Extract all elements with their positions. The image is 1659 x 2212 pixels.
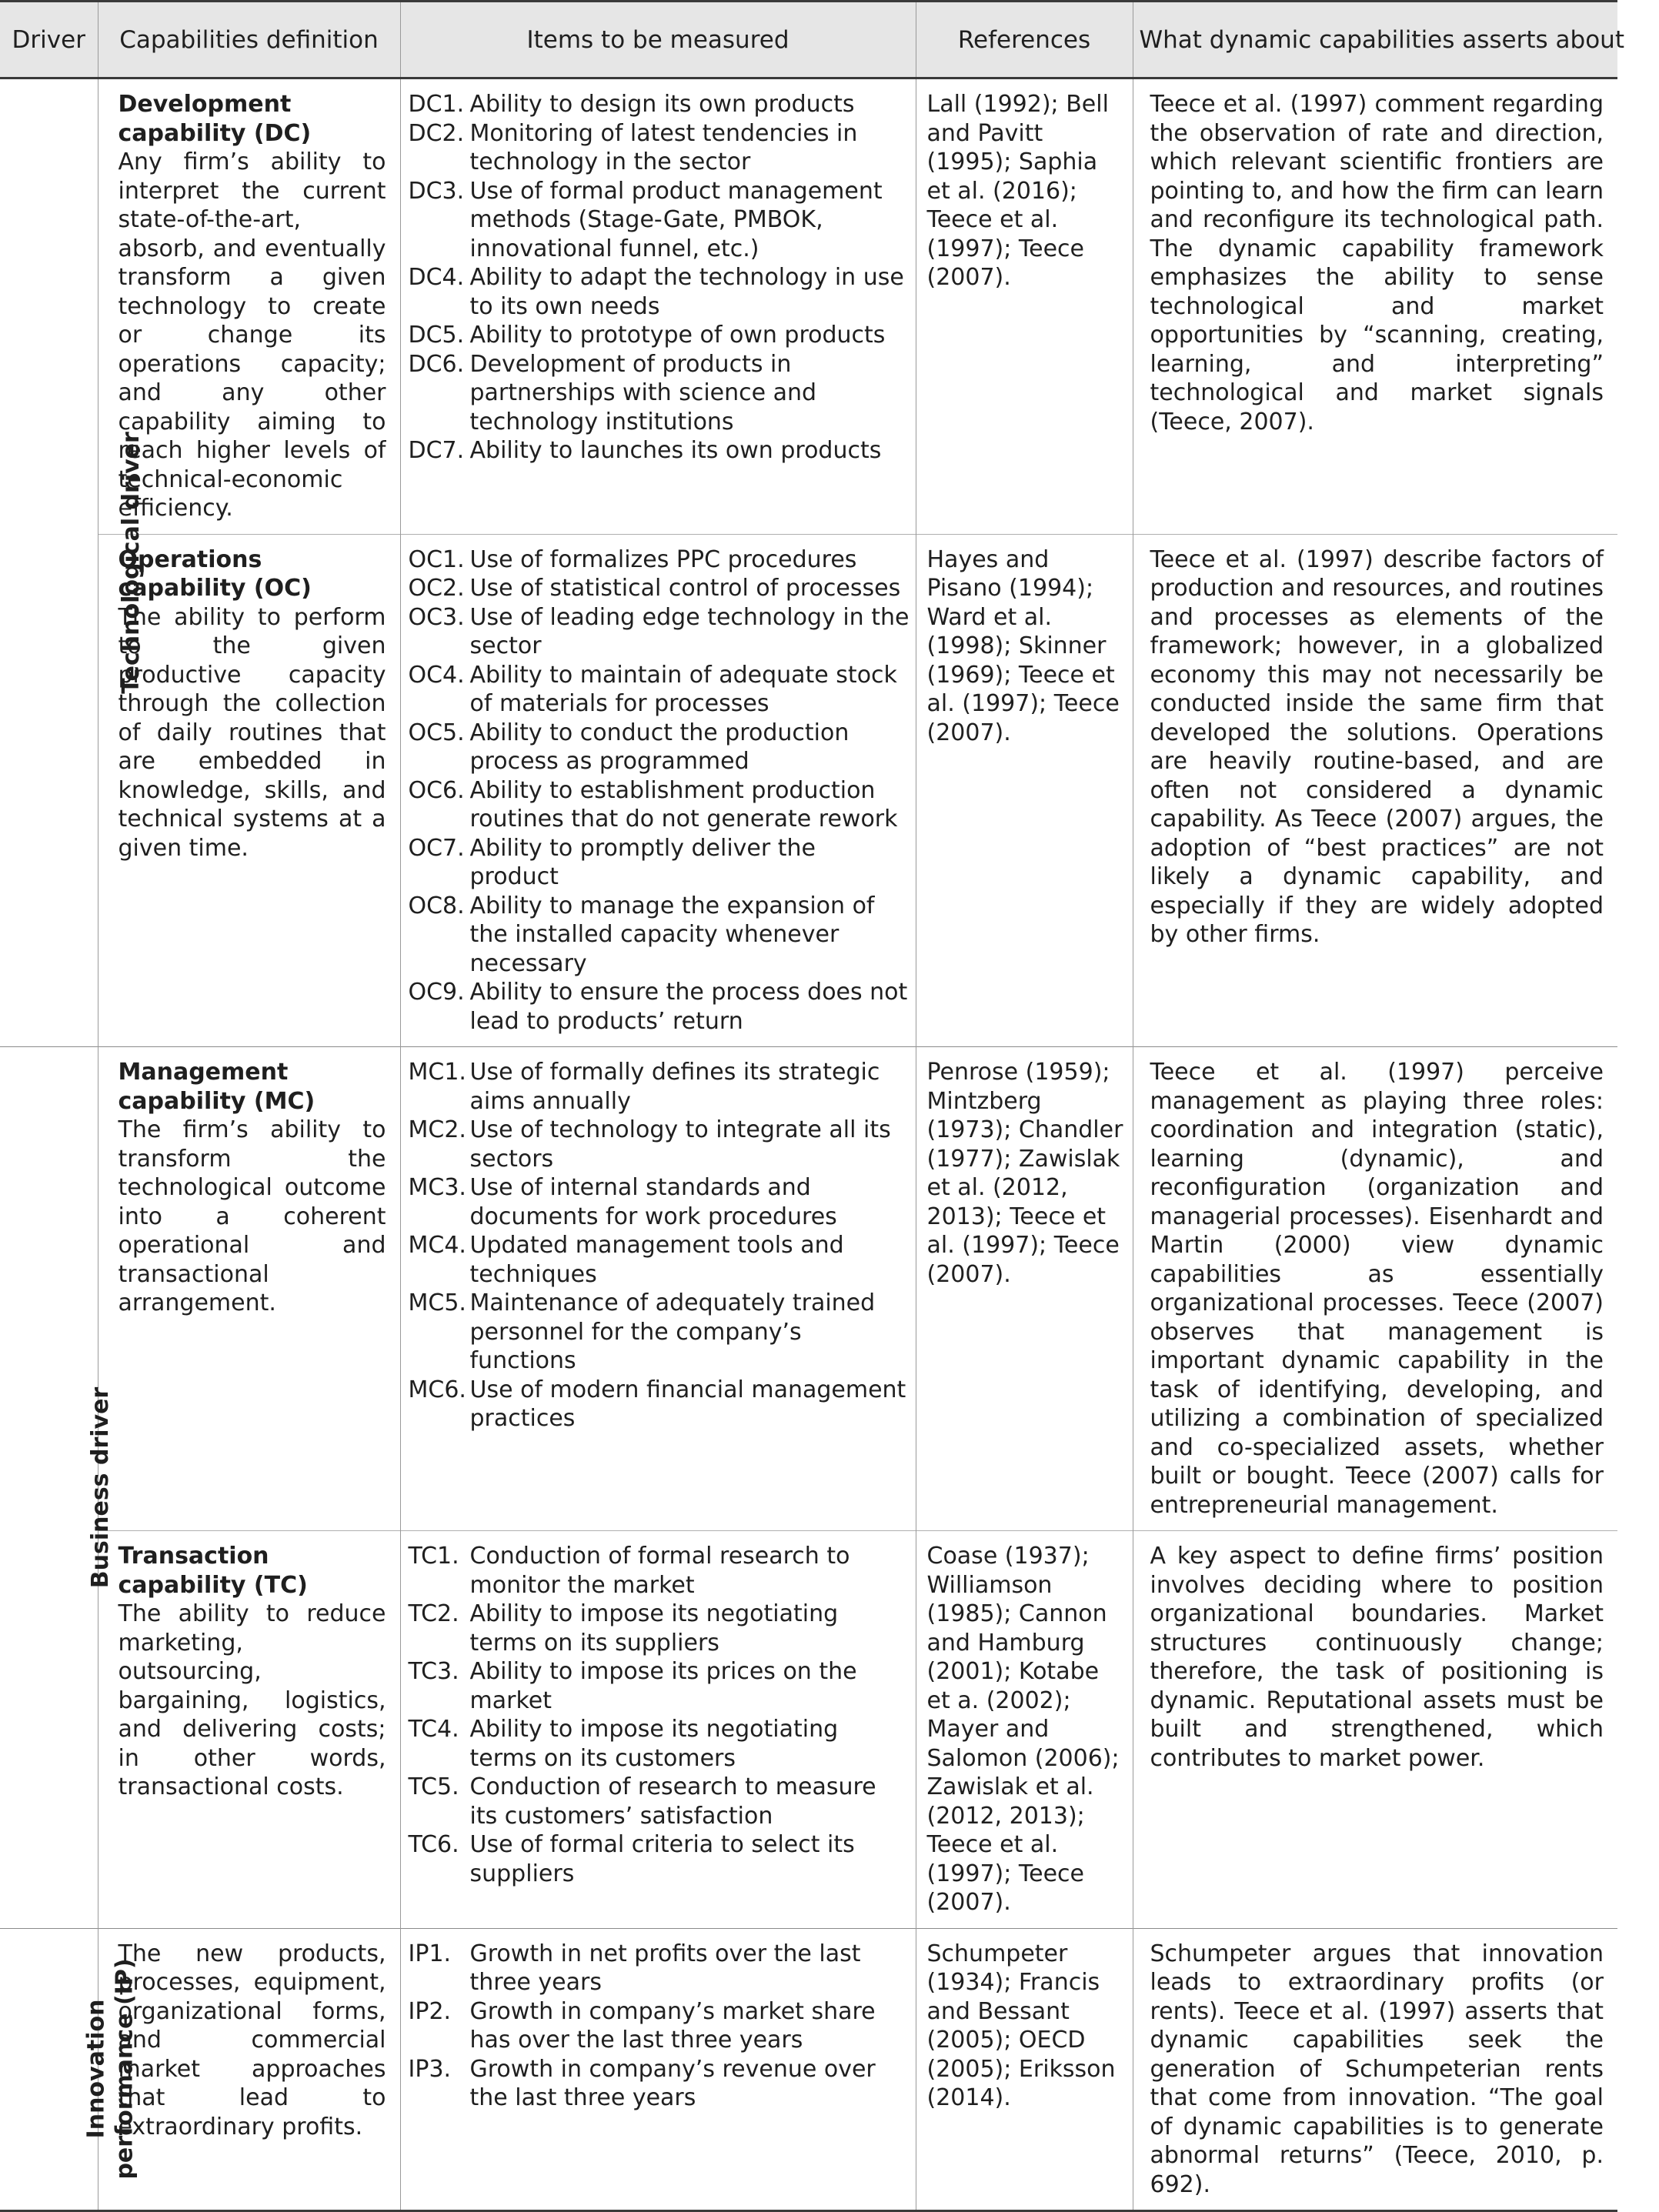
measure-item-text: Use of leading edge technology in the sector [469, 603, 910, 659]
measure-item-text: Use of formally defines its strategic aims annually [469, 1059, 880, 1115]
definition-cell [98, 1928, 400, 2211]
measure-item-code: OC1. [408, 545, 465, 573]
measure-item-code: IP2. [408, 1997, 452, 2025]
measure-item-text: Ability to prototype of own products [469, 322, 886, 349]
capability-title: Management capability (MC) [118, 1059, 315, 1115]
measure-item-text: Use of statistical control of processes [469, 575, 901, 602]
references-cell: Lall (1992); Bell and Pavitt (1995); Saphia et al. (2016); Teece et al. (1997); Teece (2007). [916, 78, 1133, 535]
items-cell [400, 534, 916, 1047]
measure-item [409, 321, 911, 350]
row-development-capability [0, 78, 1617, 535]
capability-definition: The ability to reduce marketing, outsourcing, bargaining, logistics, and delivering costs; in other words, transactional costs. [118, 1600, 386, 1800]
measure-item-code: IP1. [408, 1940, 452, 1967]
measure-item [409, 90, 911, 119]
measure-item [409, 776, 911, 834]
measure-item [409, 1058, 911, 1116]
measure-item-code: TC2. [408, 1600, 459, 1627]
capability-definition: The new products, processes, equipment, organizational forms, and commercial market approaches that lead to extraordinary profits. [118, 1940, 386, 2140]
measure-item-text: Ability to promptly deliver the product [469, 834, 816, 890]
measure-item-code: OC8. [408, 892, 465, 919]
measure-item-code: OC9. [408, 979, 465, 1006]
measure-item [409, 1231, 911, 1289]
measure-item [409, 436, 911, 465]
measure-item [409, 1830, 911, 1888]
measure-item-text: Ability to design its own products [469, 91, 855, 118]
measure-item-code: OC5. [408, 719, 465, 746]
measure-item-text: Ability to impose its negotiating terms on its suppliers [469, 1600, 839, 1656]
measure-item-code: TC1. [408, 1543, 459, 1570]
measure-item-code: OC2. [408, 575, 465, 602]
measure-item [409, 2055, 911, 2113]
measure-item-code: OC3. [408, 603, 465, 631]
measure-item-text: Growth in company’s revenue over the last three years [469, 2055, 876, 2111]
header-dynamic: What dynamic capabilities asserts about [1133, 2, 1617, 78]
capability-title: Operations capability (OC) [118, 545, 312, 602]
capability-definition: The firm’s ability to transform the technological outcome into a coherent operational and transactional arrangement. [118, 1116, 386, 1316]
dynamic-cell: Teece et al. (1997) describe factors of production and resources, and routines and processes as elements of the framework; however, in a globalized economy this may not necessarily be conducted inside the same firm that developed the solutions. Operations are heavily routine-based, and are often not considered a dynamic capability. As Teece (2007) argues, the adoption of “best practices” are not likely a dynamic capability, and especially if they are widely adopted by other firms. [1133, 534, 1617, 1047]
measure-item-text: Maintenance of adequately trained personnel for the company’s functions [469, 1289, 876, 1374]
measure-item-text: Growth in company’s market share has over the last three years [469, 1997, 876, 2054]
row-management-capability [0, 1047, 1617, 1531]
measure-item-text: Conduction of research to measure its customers’ satisfaction [469, 1773, 876, 1830]
measure-item [409, 177, 911, 264]
measure-item-text: Use of formal criteria to select its suppliers [469, 1831, 855, 1887]
measure-item-code: MC3. [408, 1174, 466, 1201]
measure-item-text: Ability to maintain of adequate stock of materials for processes [469, 661, 897, 717]
row-operations-capability [0, 534, 1617, 1047]
measure-item [409, 719, 911, 776]
measure-item-code: DC3. [408, 177, 465, 205]
measure-item-code: MC1. [408, 1059, 466, 1086]
measure-item [409, 1600, 911, 1657]
measure-item-text: Growth in net profits over the last three years [469, 1940, 861, 1996]
measure-item-code: DC1. [408, 91, 465, 118]
definition-cell [98, 1047, 400, 1531]
items-cell [400, 1531, 916, 1929]
measure-item-code: OC7. [408, 834, 465, 862]
driver-innovation-label [82, 1958, 139, 2179]
measure-item [409, 1657, 911, 1715]
measure-item-code: OC6. [408, 776, 465, 804]
measure-item [409, 603, 911, 661]
measure-item-text: Ability to impose its prices on the market [469, 1658, 857, 1714]
measure-item-text: Use of formal product management methods (Stage-Gate, PMBOK, innovational funnel, etc.) [469, 177, 883, 262]
measure-item [409, 834, 911, 892]
measure-item [409, 263, 911, 321]
measure-item-text: Ability to conduct the production process as programmed [469, 719, 850, 775]
dynamic-cell: A key aspect to define firms’ position involves deciding where to position organizational boundaries. Market structures continuously change; therefore, the task of positioning is dynamic. Reputational assets must be built and strengthened, which contributes to market power. [1133, 1531, 1617, 1929]
header-driver: Driver [0, 2, 98, 78]
measure-item [409, 1116, 911, 1173]
capability-definition: Any firm’s ability to interpret the current state-of-the-art, absorb, and eventually transform a given technology to create or change its operations capacity; and any other capability aiming to reach higher levels of technical-economic efficiency. [118, 148, 386, 522]
measure-item-code: MC4. [408, 1232, 466, 1259]
capability-title: Development capability (DC) [118, 91, 312, 147]
measure-item-code: TC5. [408, 1773, 459, 1800]
dynamic-cell: Teece et al. (1997) perceive management as playing three roles: coordination and integration (static), learning (dynamic), and reconfiguration (organization and managerial processes). Eisenhardt and Martin (2000) view dynamic capabilities as essentially organizational processes. Teece (2007) observes that management is important dynamic capability in the task of identifying, developing, and utilizing a combination of specialized and co-specialized assets, whether built or bought. Teece (2007) calls for entrepreneurial management. [1133, 1047, 1617, 1531]
measure-item-code: DC2. [408, 119, 465, 147]
driver-innovation-line2: performance (IP) [111, 1958, 139, 2180]
measure-item-text: Ability to manage the expansion of the installed capacity whenever necessary [469, 892, 875, 977]
items-cell [400, 1047, 916, 1531]
measure-item [409, 119, 911, 177]
measure-item-text: Use of technology to integrate all its sectors [469, 1116, 891, 1173]
measure-item-text: Monitoring of latest tendencies in technology in the sector [469, 119, 858, 175]
header-references: References [916, 2, 1133, 78]
measure-item-code: DC6. [408, 350, 465, 378]
measure-item [409, 350, 911, 437]
measure-item [409, 1173, 911, 1231]
driver-technological-label: Technological driver [117, 431, 145, 694]
measure-item-text: Ability to adapt the technology in use to its own needs [469, 264, 904, 320]
driver-business [0, 1047, 115, 1929]
measure-item-text: Development of products in partnerships with science and technology institutions [469, 350, 817, 435]
measure-item-text: Updated management tools and techniques [469, 1232, 844, 1288]
measure-item-code: MC2. [408, 1116, 466, 1143]
measure-item-code: MC6. [408, 1376, 466, 1403]
measure-item-code: TC3. [408, 1658, 459, 1685]
row-innovation-performance [0, 1928, 1617, 2211]
measure-item-text: Conduction of formal research to monitor the market [469, 1543, 850, 1599]
measure-item-code: DC5. [408, 322, 465, 349]
measure-item-code: DC7. [408, 437, 465, 464]
references-cell: Schumpeter (1934); Francis and Bessant (2005); OECD (2005); Eriksson (2014). [916, 1928, 1133, 2211]
measure-item [409, 1773, 911, 1830]
dynamic-cell: Schumpeter argues that innovation leads to extraordinary profits (or rents). Teece et al. (1997) asserts that dynamic capabilities seek the generation of Schumpeterian rents that come from innovation. “The goal of dynamic capabilities is to generate abnormal returns” (Teece, 2010, p. 692). [1133, 1928, 1617, 2211]
measure-item [409, 1289, 911, 1376]
measure-item-code: OC4. [408, 661, 465, 689]
header-row [0, 2, 1617, 78]
measure-item-text: Use of formalizes PPC procedures [469, 545, 857, 573]
measure-item [409, 1940, 911, 1997]
measure-item [409, 661, 911, 719]
measure-item [409, 1542, 911, 1600]
header-items: Items to be measured [400, 2, 916, 78]
driver-business-label: Business driver [87, 1386, 115, 1588]
driver-technological [0, 78, 145, 1047]
measure-item [409, 892, 911, 979]
measure-item-text: Ability to ensure the process does not lead to products’ return [469, 979, 908, 1035]
header-definition: Capabilities definition [98, 2, 400, 78]
row-transaction-capability [0, 1531, 1617, 1929]
capability-title: Transaction capability (TC) [118, 1543, 308, 1599]
dynamic-cell: Teece et al. (1997) comment regarding the observation of rate and direction, which relevant scientific frontiers are pointing to, and how the firm can learn and reconfigure its technological path. The dynamic capability framework emphasizes the ability to sense technological and market opportunities by “scanning, creating, learning, and interpreting” technological and market signals (Teece, 2007). [1133, 78, 1617, 535]
measure-item-code: TC6. [408, 1831, 459, 1858]
items-cell [400, 1928, 916, 2211]
measure-item-text: Ability to launches its own products [469, 437, 882, 464]
measure-item-code: TC4. [408, 1716, 459, 1743]
measure-item [409, 978, 911, 1036]
items-cell [400, 78, 916, 535]
measure-item-text: Ability to impose its negotiating terms on its customers [469, 1716, 839, 1772]
measure-item-code: MC5. [408, 1289, 466, 1316]
measure-item-text: Use of internal standards and documents for work procedures [469, 1174, 837, 1230]
measure-item-text: Use of modern financial management practices [469, 1376, 906, 1432]
references-cell: Coase (1937); Williamson (1985); Cannon and Hamburg (2001); Kotabe et a. (2002); Mayer and Salomon (2006); Zawislak et al. (2012, 2013); Teece et al. (1997); Teece (2007). [916, 1531, 1133, 1929]
measure-item [409, 1715, 911, 1773]
measure-item [409, 574, 911, 603]
references-cell: Hayes and Pisano (1994); Ward et al. (1998); Skinner (1969); Teece et al. (1997); Teece (2007). [916, 534, 1133, 1047]
definition-cell [98, 1531, 400, 1929]
measure-item [409, 545, 911, 575]
measure-item [409, 1997, 911, 2055]
measure-item [409, 1376, 911, 1433]
measure-item-code: DC4. [408, 264, 465, 291]
driver-innovation-line1: Innovation [82, 1999, 110, 2139]
measure-item-text: Ability to establishment production routines that do not generate rework [469, 776, 898, 832]
references-cell: Penrose (1959); Mintzberg (1973); Chandler (1977); Zawislak et al. (2012, 2013); Teece et al. (1997); Teece (2007). [916, 1047, 1133, 1531]
capability-definition: The ability to perform to the given productive capacity through the collection of daily routines that are embedded in knowledge, skills, and technical systems at a given time. [118, 603, 386, 862]
measure-item-code: IP3. [408, 2055, 452, 2083]
driver-innovation [0, 1928, 139, 2211]
